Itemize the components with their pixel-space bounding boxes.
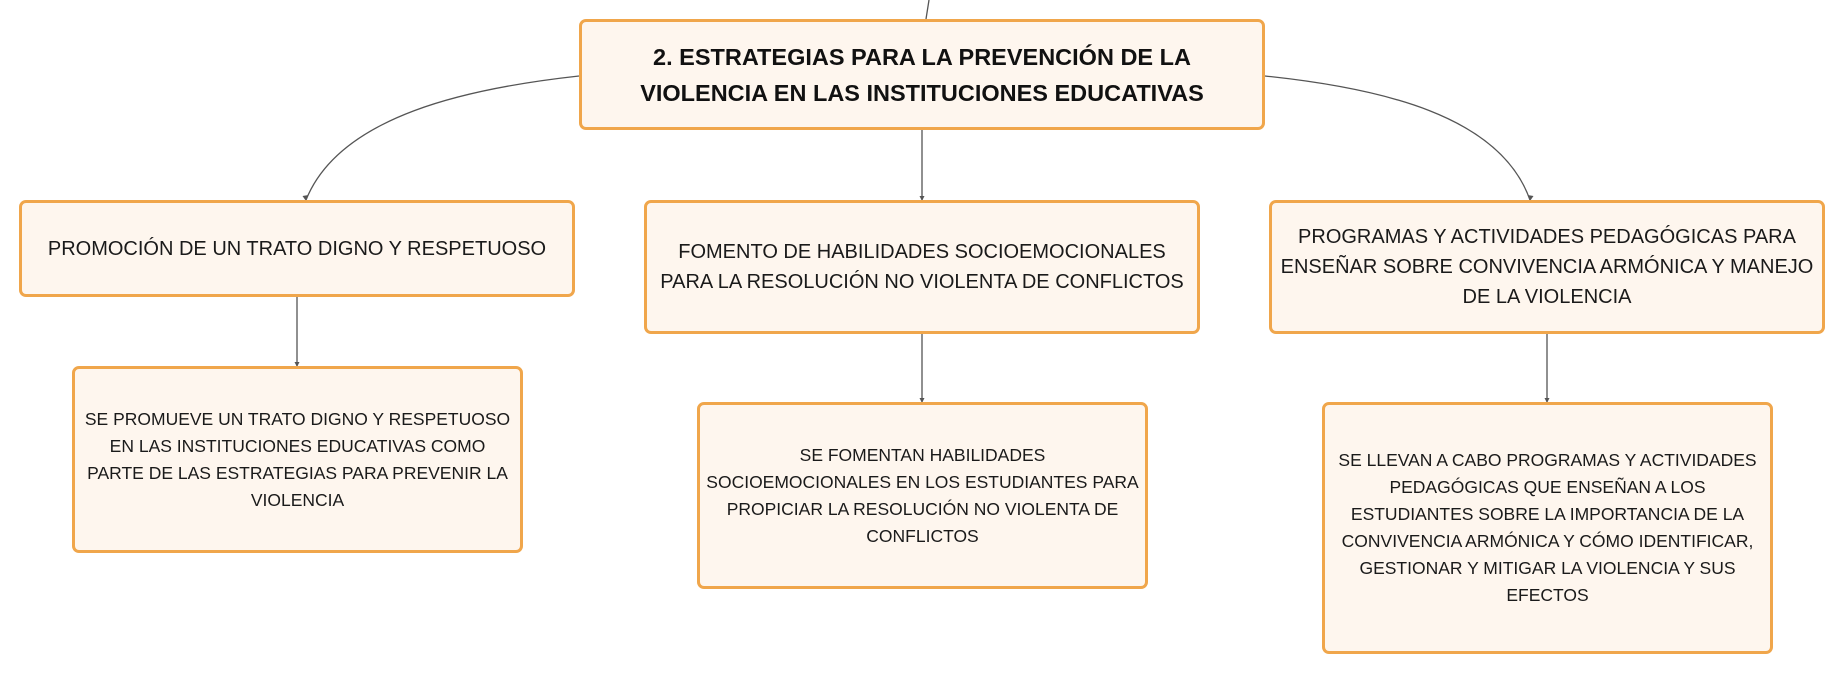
leaf-node-programas-pedagogicos[interactable] xyxy=(1322,402,1773,654)
connector-root-to-branch-3 xyxy=(1265,76,1530,200)
root-node-label: 2. ESTRATEGIAS PARA LA PREVENCIÓN DE LA VIOLENCIA EN LAS INSTITUCIONES EDUCATIVAS xyxy=(640,43,1204,106)
leaf-node-text: SE PROMUEVE UN TRATO DIGNO Y RESPETUOSO EN LAS INSTITUCIONES EDUCATIVAS COMO PARTE DE LAS ESTRATEGIAS PARA PREVENIR LA VIOLENCIA xyxy=(84,408,511,510)
branch-node-habilidades-socioemocionales[interactable] xyxy=(644,200,1200,334)
branch-node-programas-pedagogicos[interactable] xyxy=(1269,200,1825,334)
branch-node-trato-digno[interactable] xyxy=(19,200,575,297)
leaf-node-text: SE LLEVAN A CABO PROGRAMAS Y ACTIVIDADES PEDAGÓGICAS QUE ENSEÑAN A LOS ESTUDIANTES SOBRE LA IMPORTANCIA DE LA CONVIVENCIA ARMÓNICA Y CÓMO IDENTIFICAR, GESTIONAR Y MITIGAR LA VIOLENCIA Y SUS EFECTOS xyxy=(1338,450,1757,605)
root-node[interactable] xyxy=(579,19,1265,130)
leaf-node-trato-digno[interactable] xyxy=(72,366,523,553)
branch-node-label: PROMOCIÓN DE UN TRATO DIGNO Y RESPETUOSO xyxy=(47,237,547,260)
branch-node-label: FOMENTO DE HABILIDADES SOCIOEMOCIONALES PARA LA RESOLUCIÓN NO VIOLENTA DE CONFLICTOS xyxy=(660,241,1184,293)
leaf-node-text: SE FOMENTAN HABILIDADES SOCIOEMOCIONALES EN LOS ESTUDIANTES PARA PROPICIAR LA RESOLUCIÓN NO VIOLENTA DE CONFLICTOS xyxy=(706,444,1139,546)
connector-root-to-branch-1 xyxy=(306,76,579,200)
connector-parent-to-root xyxy=(926,0,929,19)
branch-node-label: PROGRAMAS Y ACTIVIDADES PEDAGÓGICAS PARA ENSEÑAR SOBRE CONVIVENCIA ARMÓNICA Y MANEJO DE LA VIOLENCIA xyxy=(1280,226,1814,308)
leaf-node-habilidades-socioemocionales[interactable] xyxy=(697,402,1148,589)
